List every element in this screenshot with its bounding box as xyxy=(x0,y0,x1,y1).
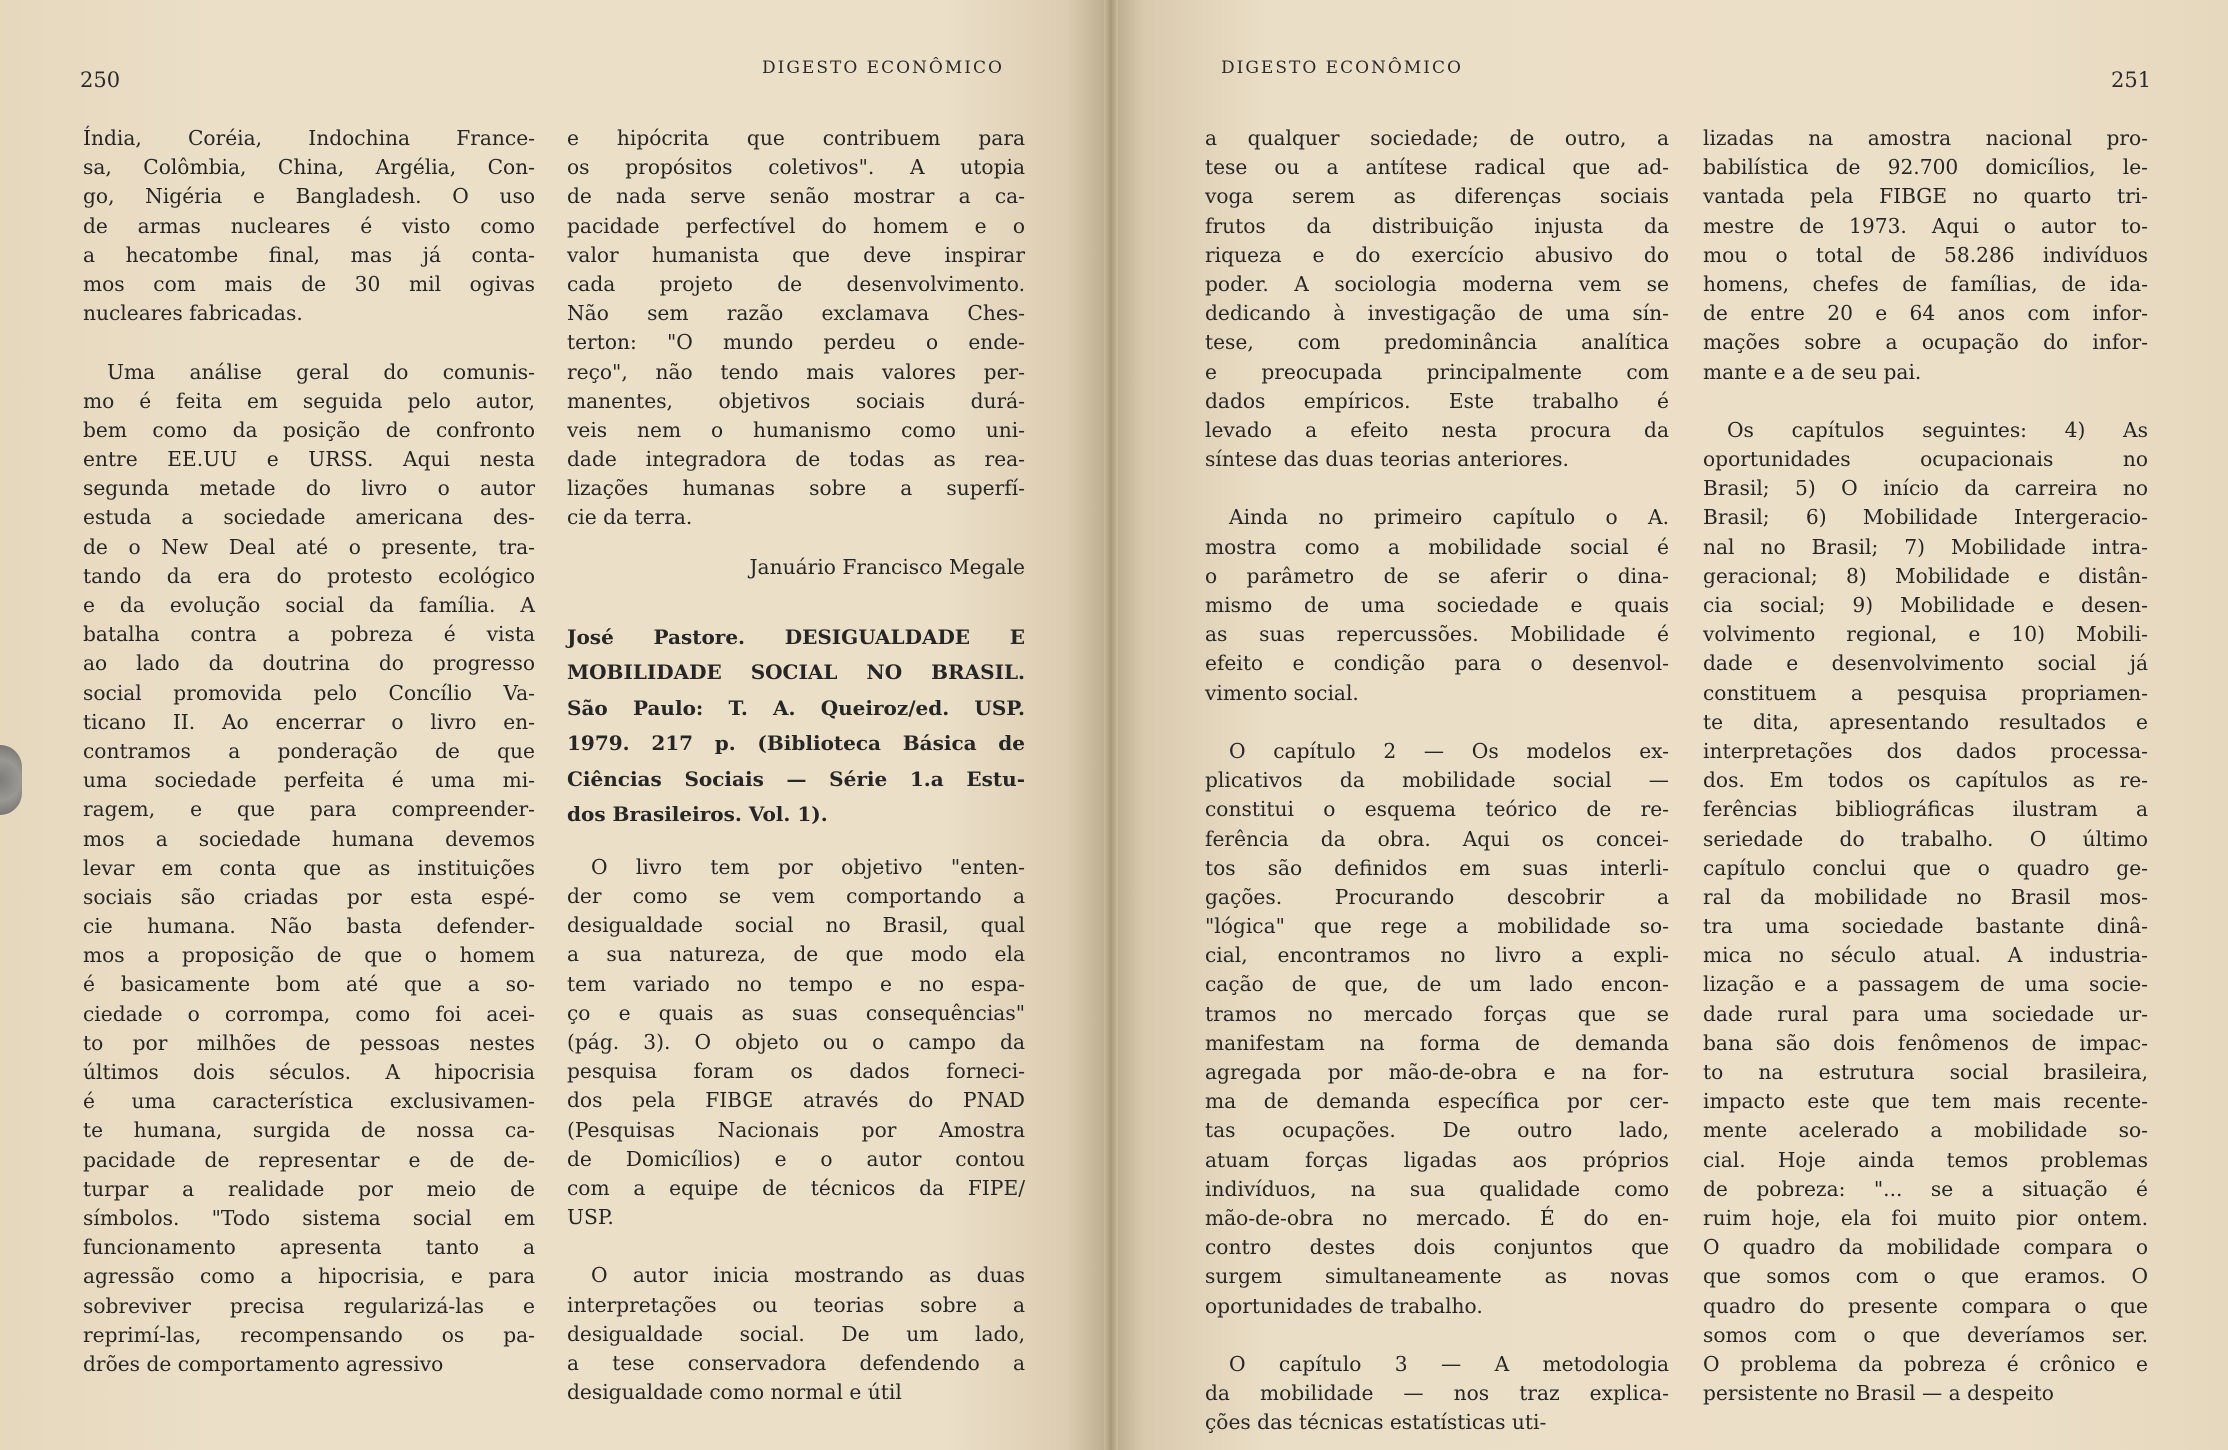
text-line: dade e desenvolvimento social já xyxy=(1703,651,2148,676)
text-line: der como se vem comportando a xyxy=(567,884,1025,908)
text-line: interpretações ou teorias sobre a xyxy=(567,1292,1025,1317)
text-line: "lógica" que rege a mobilidade so- xyxy=(1205,914,1669,939)
text-line: Brasil; 5) O início da carreira no xyxy=(1703,476,2148,501)
text-line: lizadas na amostra nacional pro- xyxy=(1703,126,2148,150)
left-column-1 xyxy=(83,124,535,1379)
text-line: USP. xyxy=(567,1205,614,1230)
text-line: dedicando à investigação de uma sín- xyxy=(1205,301,1669,326)
text-line: tando da era do protesto ecológico xyxy=(83,563,535,588)
right-page xyxy=(1111,0,2228,1450)
text-line: contro destes dois conjuntos que xyxy=(1205,1235,1669,1260)
text-line: manentes, objetivos sociais durá- xyxy=(567,388,1025,413)
text-line: ticano II. Ao encerrar o livro en- xyxy=(83,709,535,734)
text-line: cia social; 9) Mobilidade e desen- xyxy=(1703,593,2148,617)
text-line: go, Nigéria e Bangladesh. O uso xyxy=(83,184,535,209)
text-line: oportunidades de trabalho. xyxy=(1205,1293,1483,1318)
text-line: oportunidades ocupacionais no xyxy=(1703,447,2148,472)
text-line: sa, Colômbia, China, Argélia, Con- xyxy=(83,155,535,180)
text-line: da mobilidade — nos traz explica- xyxy=(1205,1381,1669,1406)
text-line: O autor inicia mostrando as duas xyxy=(591,1263,1025,1288)
binding-hole xyxy=(0,745,22,815)
text-line: Não sem razão exclamava Ches- xyxy=(567,301,1025,326)
text-line: sobreviver precisa regularizá-las e xyxy=(83,1293,535,1318)
text-line: tra uma sociedade bastante dinâ- xyxy=(1703,914,2148,939)
text-line: constituem a pesquisa propriamen- xyxy=(1703,680,2148,705)
text-line: ragem, e que para compreender- xyxy=(83,797,535,822)
text-line: ferência da obra. Aqui os concei- xyxy=(1205,826,1669,851)
text-line: últimos dois séculos. A hipocrisia xyxy=(83,1060,535,1084)
text-line: gações. Procurando descobrir a xyxy=(1205,884,1669,909)
text-line: cial, encontramos no livro a expli- xyxy=(1205,943,1669,968)
text-line: é uma característica exclusivamen- xyxy=(83,1089,535,1114)
text-line: tem variado no tempo e no espa- xyxy=(567,971,1025,996)
text-line: mostra como a mobilidade social é xyxy=(1205,534,1669,559)
text-line: voga serem as diferenças sociais xyxy=(1205,184,1669,209)
text-line: to na estrutura social brasileira, xyxy=(1703,1060,2148,1084)
text-line: contramos a ponderação de que xyxy=(83,738,535,763)
paragraph-gap xyxy=(1703,387,2148,416)
text-line: cada projeto de desenvolvimento. xyxy=(567,271,1025,296)
text-line: cie da terra. xyxy=(567,505,693,530)
right-column-1 xyxy=(1205,124,1669,1437)
text-line: mou o total de 58.286 indivíduos xyxy=(1703,242,2148,267)
text-line: levado a efeito nesta procura da xyxy=(1205,417,1669,442)
text-line: tese ou a antítese radical que ad- xyxy=(1205,155,1669,180)
text-line: persistente no Brasil — a despeito xyxy=(1703,1381,2054,1406)
text-line: e preocupada principalmente com xyxy=(1205,359,1669,384)
text-line: bem como da posição de confronto xyxy=(83,417,535,442)
text-line: de pobreza: "... se a situação é xyxy=(1703,1176,2148,1201)
text-line: agressão como a hipocrisia, e para xyxy=(83,1264,535,1289)
text-line: plicativos da mobilidade social — xyxy=(1205,768,1669,793)
text-line: te dita, apresentando resultados e xyxy=(1703,709,2148,734)
review-heading-line: José Pastore. DESIGUALDADE E xyxy=(567,624,1025,649)
spacer xyxy=(567,833,1025,853)
text-line: tese, com predominância analítica xyxy=(1205,330,1669,355)
text-line: mos a proposição de que o homem xyxy=(83,943,535,968)
text-line: dados empíricos. Este trabalho é xyxy=(1205,388,1669,413)
text-line: entre EE.UU e URSS. Aqui nesta xyxy=(83,447,535,472)
text-line: desigualdade como normal e útil xyxy=(567,1380,902,1405)
text-line: levar em conta que as instituições xyxy=(83,855,535,880)
text-line: a sua natureza, de que modo ela xyxy=(567,942,1025,967)
text-line: o parâmetro de se aferir o dina- xyxy=(1205,563,1669,588)
text-line: Brasil; 6) Mobilidade Intergeracio- xyxy=(1703,505,2148,530)
page-number-right: 251 xyxy=(2111,68,2152,92)
spacer xyxy=(567,582,1025,620)
left-column-2 xyxy=(567,124,1025,1407)
text-line: reço", não tendo mais valores per- xyxy=(567,359,1025,384)
text-line: símbolos. "Todo sistema social em xyxy=(83,1205,535,1230)
paragraph-gap xyxy=(1205,474,1669,503)
text-line: estuda a sociedade americana des- xyxy=(83,505,535,530)
text-line: (Pesquisas Nacionais por Amostra xyxy=(567,1117,1025,1142)
review-heading-line: São Paulo: T. A. Queiroz/ed. USP. xyxy=(567,695,1025,720)
text-line: ruim hoje, ela foi muito pior ontem. xyxy=(1703,1205,2148,1230)
text-line: to por milhões de pessoas nestes xyxy=(83,1030,535,1055)
text-line: tas ocupações. De outro lado, xyxy=(1205,1118,1669,1143)
text-line: mo é feita em seguida pelo autor, xyxy=(83,388,535,413)
text-line: Ainda no primeiro capítulo o A. xyxy=(1229,505,1669,530)
text-line: atuam forças ligadas aos próprios xyxy=(1205,1147,1669,1172)
text-line: mismo de uma sociedade e quais xyxy=(1205,593,1669,617)
text-line: a tese conservadora defendendo a xyxy=(567,1351,1025,1375)
text-line: bana são dois fenômenos de impac- xyxy=(1703,1030,2148,1055)
text-line: pesquisa foram os dados forneci- xyxy=(567,1059,1025,1084)
text-line: batalha contra a pobreza é vista xyxy=(83,622,535,647)
text-line: dos pela FIBGE através do PNAD xyxy=(567,1088,1025,1113)
text-line: mestre de 1973. Aqui o autor to- xyxy=(1703,213,2148,238)
text-line: social promovida pelo Concílio Va- xyxy=(83,680,535,705)
text-line: indivíduos, na sua qualidade como xyxy=(1205,1176,1669,1201)
text-line: ral da mobilidade no Brasil mos- xyxy=(1703,884,2148,909)
text-line: mão-de-obra no mercado. É do en- xyxy=(1205,1205,1669,1230)
paragraph-gap xyxy=(567,1232,1025,1261)
text-line: de o New Deal até o presente, tra- xyxy=(83,534,535,559)
text-line: e da evolução social da família. A xyxy=(83,593,535,617)
text-line: cie humana. Não basta defender- xyxy=(83,914,535,939)
text-line: dade rural para uma sociedade ur- xyxy=(1703,1001,2148,1026)
text-line: cação de que, de um lado encon- xyxy=(1205,972,1669,997)
text-line: desigualdade social. De um lado, xyxy=(567,1321,1025,1346)
text-line: O capítulo 3 — A metodologia xyxy=(1229,1351,1669,1376)
text-line: manifestam na forma de demanda xyxy=(1205,1030,1669,1055)
text-line: ma de demanda específica por cer- xyxy=(1205,1089,1669,1114)
text-line: e hipócrita que contribuem para xyxy=(567,126,1025,150)
text-line: quadro do presente compara o que xyxy=(1703,1293,2148,1318)
text-line: a qualquer sociedade; de outro, a xyxy=(1205,126,1669,150)
text-line: tramos no mercado forças que se xyxy=(1205,1001,1669,1026)
review-heading-line: 1979. 217 p. (Biblioteca Básica de xyxy=(567,731,1025,756)
paragraph-gap xyxy=(83,328,535,357)
text-line: sociais são criadas por esta espé- xyxy=(83,884,535,909)
text-line: de armas nucleares é visto como xyxy=(83,213,535,238)
text-line: agregada por mão-de-obra e na for- xyxy=(1205,1060,1669,1084)
page-number-left: 250 xyxy=(80,68,121,92)
text-line: mos com mais de 30 mil ogivas xyxy=(83,271,535,296)
text-line: dade integradora de todas as rea- xyxy=(567,447,1025,472)
text-line: mica no século atual. A industria- xyxy=(1703,943,2148,968)
text-line: a hecatombe final, mas já conta- xyxy=(83,242,535,267)
text-line: valor humanista que deve inspirar xyxy=(567,242,1025,267)
text-line: ço e quais as suas consequências" xyxy=(567,1000,1025,1025)
text-line: surgem simultaneamente as novas xyxy=(1205,1264,1669,1289)
text-line: nucleares fabricadas. xyxy=(83,301,303,326)
text-line: veis nem o humanismo como uni- xyxy=(567,417,1025,442)
review-heading-line: MOBILIDADE SOCIAL NO BRASIL. xyxy=(567,660,1025,685)
right-column-2 xyxy=(1703,124,2148,1408)
running-head-right: DIGESTO ECONÔMICO xyxy=(1221,58,1463,78)
text-line: lização e a passagem de uma socie- xyxy=(1703,972,2148,997)
text-line: efeito e condição para o desenvol- xyxy=(1205,651,1669,676)
text-line: síntese das duas teorias anteriores. xyxy=(1205,447,1569,472)
text-line: turpar a realidade por meio de xyxy=(83,1176,535,1201)
text-line: Os capítulos seguintes: 4) As xyxy=(1727,417,2148,442)
text-line: Índia, Coréia, Indochina France- xyxy=(83,126,535,150)
text-line: babilística de 92.700 domicílios, le- xyxy=(1703,155,2148,180)
review-signature: Januário Francisco Megale xyxy=(749,554,1025,579)
text-line: O problema da pobreza é crônico e xyxy=(1703,1351,2148,1376)
text-line: nal no Brasil; 7) Mobilidade intra- xyxy=(1703,534,2148,559)
text-line: tos são definidos em suas interli- xyxy=(1205,855,1669,880)
text-line: as suas repercussões. Mobilidade é xyxy=(1205,622,1669,647)
text-line: ções das técnicas estatísticas uti- xyxy=(1205,1410,1547,1435)
review-heading-line: dos Brasileiros. Vol. 1). xyxy=(567,802,828,827)
running-head-left: DIGESTO ECONÔMICO xyxy=(762,58,1004,78)
text-line: poder. A sociologia moderna vem se xyxy=(1205,271,1669,296)
text-line: mente acelerado a mobilidade so- xyxy=(1703,1118,2148,1143)
text-line: seriedade do trabalho. O último xyxy=(1703,826,2148,851)
text-line: Uma análise geral do comunis- xyxy=(107,359,535,384)
text-line: ciedade o corrompa, como foi acei- xyxy=(83,1001,535,1026)
review-heading-line: Ciências Sociais — Série 1.a Estu- xyxy=(567,766,1025,791)
text-line: mos a sociedade humana devemos xyxy=(83,826,535,851)
text-line: pacidade perfectível do homem e o xyxy=(567,213,1025,238)
text-line: que somos com o que eramos. O xyxy=(1703,1264,2148,1289)
text-line: (pág. 3). O objeto ou o campo da xyxy=(567,1029,1025,1054)
text-line: funcionamento apresenta tanto a xyxy=(83,1235,535,1260)
text-line: mações sobre a ocupação do infor- xyxy=(1703,330,2148,355)
text-line: O capítulo 2 — Os modelos ex- xyxy=(1229,738,1669,763)
text-line: somos com o que deveríamos ser. xyxy=(1703,1322,2148,1347)
text-line: cial. Hoje ainda temos problemas xyxy=(1703,1147,2148,1172)
text-line: drões de comportamento agressivo xyxy=(83,1351,444,1376)
paragraph-gap xyxy=(1205,1321,1669,1350)
book-gutter xyxy=(1104,0,1118,1450)
text-line: dos. Em todos os capítulos as re- xyxy=(1703,768,2148,793)
text-line: de nada serve senão mostrar a ca- xyxy=(567,184,1025,209)
text-line: desigualdade social no Brasil, qual xyxy=(567,913,1025,938)
text-line: pacidade de representar e de de- xyxy=(83,1147,535,1172)
text-line: O livro tem por objetivo "enten- xyxy=(591,854,1025,879)
left-page xyxy=(0,0,1111,1450)
text-line: constitui o esquema teórico de re- xyxy=(1205,797,1669,822)
text-line: vantada pela FIBGE no quarto tri- xyxy=(1703,184,2148,209)
text-line: homens, chefes de famílias, de ida- xyxy=(1703,271,2148,296)
text-line: vimento social. xyxy=(1205,680,1359,705)
spacer xyxy=(567,533,1025,553)
text-line: capítulo conclui que o quadro ge- xyxy=(1703,855,2148,880)
text-line: terton: "O mundo perdeu o ende- xyxy=(567,330,1025,355)
text-line: volvimento regional, e 10) Mobili- xyxy=(1703,622,2148,647)
text-line: é basicamente bom até que a so- xyxy=(83,972,535,997)
text-line: os propósitos coletivos". A utopia xyxy=(567,155,1025,180)
text-line: riqueza e do exercício abusivo do xyxy=(1205,242,1669,267)
text-line: ferências bibliográficas ilustram a xyxy=(1703,797,2148,822)
text-line: te humana, surgida de nossa ca- xyxy=(83,1118,535,1143)
text-line: de entre 20 e 64 anos com infor- xyxy=(1703,301,2148,326)
text-line: mante e a de seu pai. xyxy=(1703,359,1922,384)
text-line: frutos da distribuição injusta da xyxy=(1205,213,1669,238)
paragraph-gap xyxy=(1205,708,1669,737)
text-line: uma sociedade perfeita é uma mi- xyxy=(83,768,535,793)
text-line: lizações humanas sobre a superfí- xyxy=(567,476,1025,501)
text-line: geracional; 8) Mobilidade e distân- xyxy=(1703,563,2148,588)
text-line: O quadro da mobilidade compara o xyxy=(1703,1235,2148,1260)
text-line: de Domicílios) e o autor contou xyxy=(567,1146,1025,1171)
text-line: segunda metade do livro o autor xyxy=(83,476,535,501)
text-line: impacto este que tem mais recente- xyxy=(1703,1089,2148,1114)
text-line: interpretações dos dados processa- xyxy=(1703,738,2148,763)
text-line: com a equipe de técnicos da FIPE/ xyxy=(567,1175,1025,1200)
text-line: reprimí-las, recompensando os pa- xyxy=(83,1322,535,1347)
text-line: ao lado da doutrina do progresso xyxy=(83,651,535,676)
